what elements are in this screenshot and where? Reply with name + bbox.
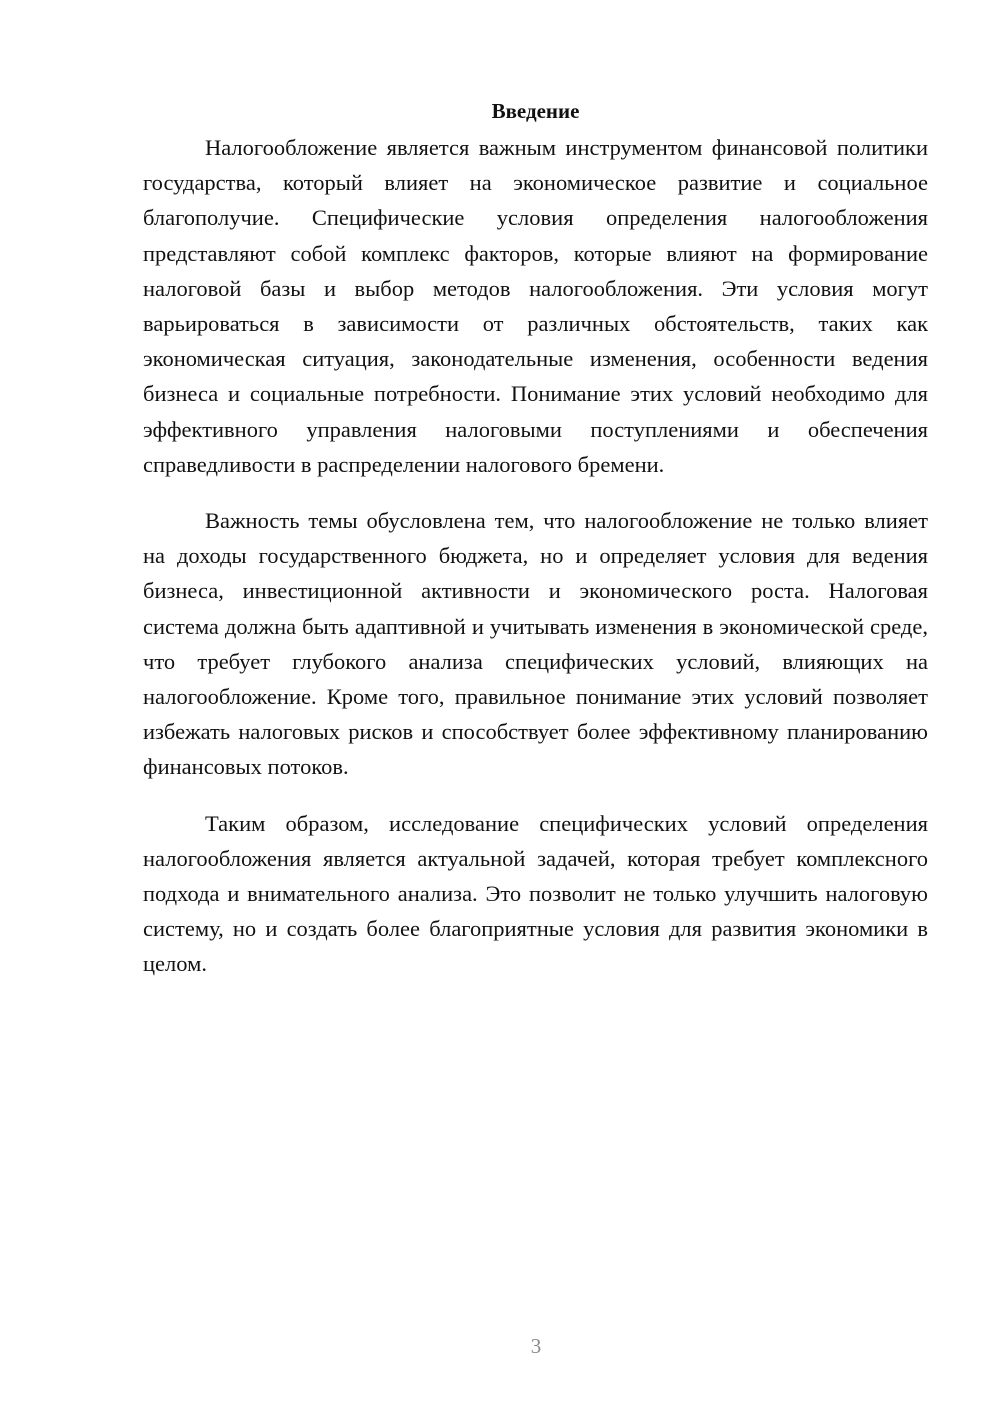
paragraph-2: Важность темы обусловлена тем, что налогообложение не только влияет на доходы государственного бюджета, но и определяет условия для ведения бизнеса, инвестиционной активности и экономического роста. Налоговая система должна быть адаптивной и учитывать изменения в экономической среде, что требует глубокого анализа специфических условий, влияющих на налогообложение. Кроме того, правильное понимание этих условий позволяет избежать налоговых рисков и способствует более эффективному планированию финансовых потоков. <box>143 508 928 780</box>
section-heading: Введение <box>491 99 580 123</box>
paragraph-3: Таким образом, исследование специфических условий определения налогообложения является актуальной задачей, которая требует комплексного подхода и внимательного анализа. Это позволит не только улучшить налоговую систему, но и создать более благоприятные условия для развития экономики в целом. <box>143 810 928 977</box>
page-content <box>143 96 928 1003</box>
paragraph-1: Налогообложение является важным инструментом финансовой политики государства, который влияет на экономическое развитие и социальное благополучие. Специфические условия определения налогообложения представляют собой комплекс факторов, которые влияют на формирование налоговой базы и выбор методов налогообложения. Эти условия могут варьироваться в зависимости от различных обстоятельств, таких как экономическая ситуация, законодательные изменения, особенности ведения бизнеса и социальные потребности. Понимание этих условий необходимо для эффективного управления налоговыми поступлениями и обеспечения справедливости в распределении налогового бремени. <box>143 135 928 477</box>
page-number: 3 <box>530 1334 542 1358</box>
